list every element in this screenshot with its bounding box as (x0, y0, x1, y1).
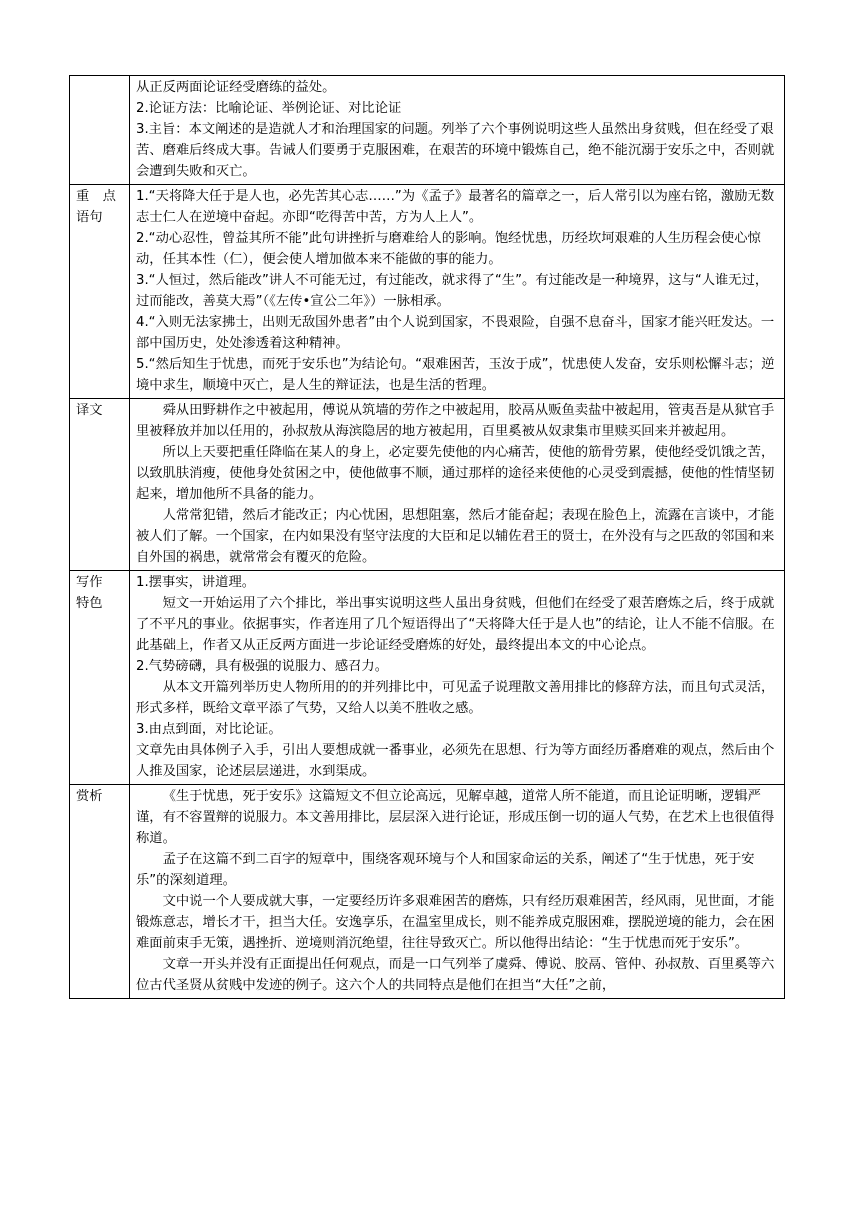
row-label (70, 76, 130, 185)
row-label (70, 571, 130, 785)
row-label-text: 写作 特色 (76, 575, 103, 611)
row-label-text: 赏析 (76, 789, 103, 804)
paragraph: 文中说一个人要成就大事，一定要经历许多艰难困苦的磨炼，只有经历艰难困苦，经风雨，见世面，才能锻炼意志，增长才干，担当大任。安逸享乐，在温室里成长，则不能养成克服困难，摆脱逆境的能力，会在困难面前束手无策，遇挫折、逆境则消沉绝望，往往导致灭亡。所以他得出结论：“生于忧患而死于安乐”。 (136, 894, 775, 951)
paragraph: 2.论证方法：比喻论证、举例论证、对比论证 (136, 101, 402, 116)
feature-heading: 2.气势磅礴，具有极强的说服力、感召力。 (136, 659, 389, 674)
row-label-text: 译文 (76, 403, 103, 418)
row-label (70, 785, 130, 999)
paragraph: 5.“然后知生于忧患，而死于安乐也”为结论句。“艰难困苦，玉汝于成”，忧患使人发奋，安乐则松懈斗志；逆境中求生，顺境中灭亡，是人生的辩证法，也是生活的哲理。 (136, 357, 775, 393)
row-content (130, 571, 785, 785)
feature-heading: 3.由点到面，对比论证。 (136, 722, 282, 737)
row-content (130, 399, 785, 571)
row-writing-features (70, 571, 785, 785)
feature-heading: 1.摆事实，讲道理。 (136, 575, 256, 590)
row-appreciation (70, 785, 785, 999)
paragraph: 文章一开头并没有正面提出任何观点，而是一口气列举了虞舜、傅说、胶鬲、管仲、孙叔敖、百里奚等六位古代圣贤从贫贱中发迹的例子。这六个人的共同特点是他们在担当“大任”之前， (136, 957, 775, 993)
row-summary (70, 76, 785, 185)
row-content (130, 785, 785, 999)
paragraph: 4.“入则无法家拂士，出则无敌国外患者”由个人说到国家，不畏艰险，自强不息奋斗，国家才能兴旺发达。一部中国历史，处处渗透着这种精神。 (136, 315, 775, 351)
paragraph: 《生于忧患，死于安乐》这篇短文不但立论高远，见解卓越，道常人所不能道，而且论证明晰，逻辑严谨，有不容置辩的说服力。本文善用排比，层层深入进行论证，形成压倒一切的逼人气势，在艺术上也很值得称道。 (136, 789, 775, 846)
paragraph: 从正反两面论证经受磨练的益处。 (136, 80, 336, 95)
paragraph: 2.“动心忍性，曾益其所不能”此句讲挫折与磨难给人的影响。饱经忧患，历经坎坷艰难的人生历程会使心惊动，任其本性（仁），便会使人增加做本来不能做的事的能力。 (136, 231, 761, 267)
row-translation (70, 399, 785, 571)
paragraph: 文章先由具体例子入手，引出人要想成就一番事业，必须先在思想、行为等方面经历番磨难的观点，然后由个人推及国家，论述层层递进，水到渠成。 (136, 743, 775, 779)
row-content (130, 185, 785, 399)
row-label (70, 185, 130, 399)
paragraph: 人常常犯错，然后才能改正；内心忧困，思想阻塞，然后才能奋起；表现在脸色上，流露在言谈中，才能被人们了解。一个国家，在内如果没有坚守法度的大臣和足以辅佐君王的贤士，在外没有与之匹敌的邻国和来自外国的祸患，就常常会有覆灭的危险。 (136, 508, 775, 565)
row-label-text: 重 点 语句 (76, 189, 116, 225)
paragraph: 舜从田野耕作之中被起用，傅说从筑墙的劳作之中被起用，胶鬲从贩鱼卖盐中被起用，管夷吾是从狱官手里被释放并加以任用的，孙叔敖从海滨隐居的地方被起用，百里奚被从奴隶集市里赎买回来并被起用。 (136, 403, 775, 439)
row-label (70, 399, 130, 571)
paragraph: 孟子在这篇不到二百字的短章中，围绕客观环境与个人和国家命运的关系，阐述了“生于忧患，死于安乐”的深刻道理。 (136, 852, 755, 888)
paragraph: 从本文开篇列举历史人物所用的的并列排比中，可见孟子说理散文善用排比的修辞方法，而且句式灵活，形式多样，既给文章平添了气势，又给人以美不胜收之感。 (136, 680, 775, 716)
paragraph: 3.“人恒过，然后能改”讲人不可能无过，有过能改，就求得了“生”。有过能改是一种境界，这与“人谁无过，过而能改，善莫大焉”（《左传•宣公二年》）一脉相承。 (136, 273, 769, 309)
paragraph: 3.主旨：本文阐述的是造就人才和治理国家的问题。列举了六个事例说明这些人虽然出身贫贱，但在经受了艰苦、磨难后终成大事。告诫人们要勇于克服困难，在艰苦的环境中锻炼自己，绝不能沉溺于安乐之中，否则就会遭到失败和灭亡。 (136, 122, 775, 179)
paragraph: 1.“天将降大任于是人也，必先苦其心志……”为《孟子》最著名的篇章之一，后人常引以为座右铭，激励无数志士仁人在逆境中奋起。亦即“吃得苦中苦，方为人上人”。 (136, 189, 775, 225)
notes-table (69, 75, 785, 999)
paragraph: 短文一开始运用了六个排比，举出事实说明这些人虽出身贫贱，但他们在经受了艰苦磨炼之后，终于成就了不平凡的事业。依据事实，作者连用了几个短语得出了“天将降大任于是人也”的结论，让人不能不信服。在此基础上，作者又从正反两方面进一步论证经受磨炼的好处，最终提出本文的中心论点。 (136, 596, 775, 653)
paragraph: 所以上天要把重任降临在某人的身上，必定要先使他的内心痛苦，使他的筋骨劳累，使他经受饥饿之苦，以致肌肤消瘦，使他身处贫困之中，使他做事不顺，通过那样的途径来使他的心灵受到震撼，使他的性情坚韧起来，增加他所不具备的能力。 (136, 445, 775, 502)
row-key-sentences (70, 185, 785, 399)
row-content (130, 76, 785, 185)
